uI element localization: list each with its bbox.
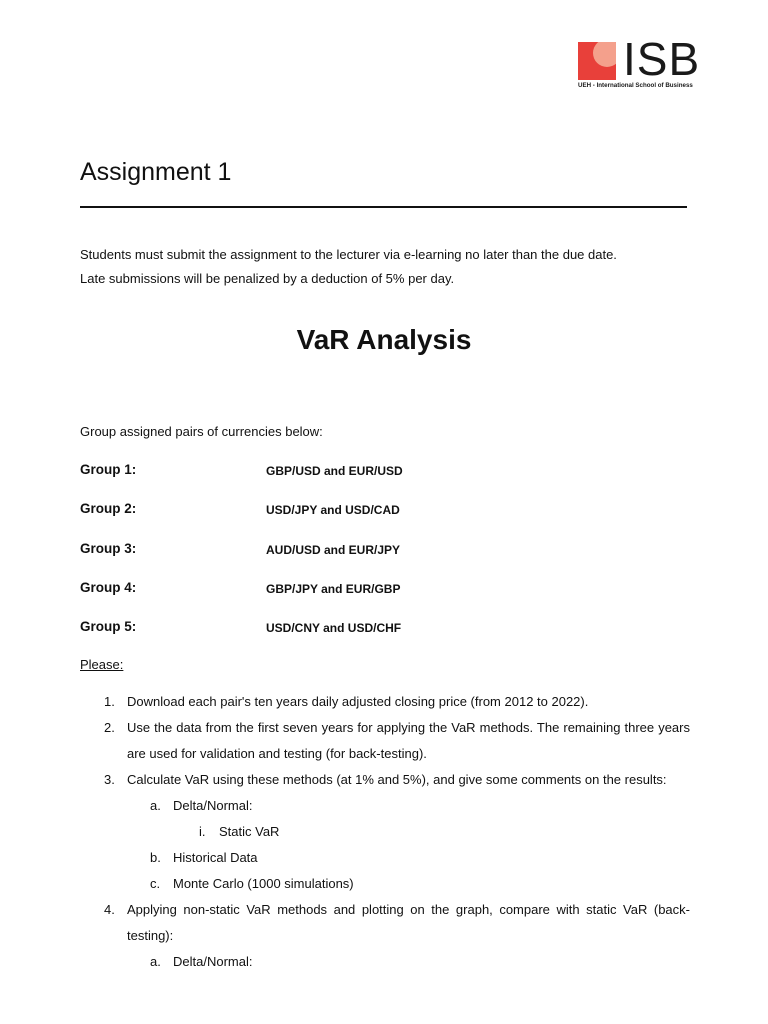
task-number: 3. bbox=[104, 772, 115, 787]
group-pairs: GBP/USD and EUR/USD bbox=[266, 464, 403, 478]
section-heading: VaR Analysis bbox=[296, 324, 472, 355]
logo-mark-icon bbox=[578, 42, 616, 80]
group-label: Group 3: bbox=[80, 540, 137, 556]
subitem-text: Delta/Normal: bbox=[173, 798, 253, 813]
subsubitem-text: Static VaR bbox=[219, 824, 280, 839]
group-list bbox=[80, 458, 690, 654]
group-row bbox=[80, 576, 690, 615]
group-row bbox=[80, 458, 690, 497]
logo-tagline: UEH - International School of Business bbox=[578, 82, 693, 89]
submission-notice bbox=[80, 243, 690, 291]
subitem-letter: c. bbox=[150, 876, 161, 891]
task-text: Download each pair's ten years daily adjusted closing price (from 2012 to 2022). bbox=[127, 694, 589, 709]
task-subitem bbox=[80, 845, 690, 871]
task-list bbox=[80, 689, 690, 975]
task-number: 4. bbox=[104, 902, 115, 917]
group-label: Group 5: bbox=[80, 619, 137, 635]
group-pairs: USD/JPY and USD/CAD bbox=[266, 503, 400, 518]
subitem-letter: b. bbox=[150, 850, 161, 865]
subsubitem-numeral: i. bbox=[199, 824, 206, 839]
isb-logo bbox=[578, 33, 708, 92]
group-pairs: GBP/JPY and EUR/GBP bbox=[266, 581, 401, 596]
task-subitem bbox=[80, 949, 690, 975]
logo-wordmark: ISB bbox=[623, 33, 701, 85]
please-label: Please: bbox=[80, 657, 124, 672]
group-pairs: USD/CNY and USD/CHF bbox=[266, 621, 402, 636]
notice-line: Students must submit the assignment to the lecturer via e-learning no later than the due date. bbox=[80, 247, 617, 262]
subitem-text: Delta/Normal: bbox=[173, 954, 253, 969]
task-item bbox=[80, 715, 690, 767]
task-number: 2. bbox=[104, 720, 115, 735]
group-label: Group 1: bbox=[80, 462, 137, 477]
task-text: Use the data from the first seven years for applying the VaR methods. The remaining three years are used for validation and testing (for back-testing). bbox=[127, 720, 690, 761]
task-item bbox=[80, 767, 690, 793]
subitem-text: Historical Data bbox=[173, 850, 258, 865]
task-text: Calculate VaR using these methods (at 1% and 5%), and give some comments on the results: bbox=[127, 772, 667, 787]
page-title: Assignment 1 bbox=[80, 158, 232, 186]
subitem-text: Monte Carlo (1000 simulations) bbox=[173, 876, 354, 891]
group-row bbox=[80, 537, 690, 576]
notice-line: Late submissions will be penalized by a deduction of 5% per day. bbox=[80, 271, 455, 286]
task-item bbox=[80, 897, 690, 949]
group-row bbox=[80, 497, 690, 536]
task-subitem bbox=[80, 871, 690, 897]
group-label: Group 2: bbox=[80, 501, 137, 517]
title-divider bbox=[80, 206, 687, 208]
subitem-letter: a. bbox=[150, 798, 161, 813]
group-label: Group 4: bbox=[80, 579, 137, 595]
group-pairs: AUD/USD and EUR/JPY bbox=[266, 542, 401, 557]
task-subitem bbox=[80, 793, 690, 819]
task-item bbox=[80, 689, 690, 715]
subitem-letter: a. bbox=[150, 954, 161, 969]
task-text: Applying non-static VaR methods and plotting on the graph, compare with static VaR (back-testing): bbox=[127, 902, 690, 943]
task-number: 1. bbox=[104, 694, 115, 709]
group-row bbox=[80, 615, 690, 654]
group-intro: Group assigned pairs of currencies below: bbox=[80, 424, 323, 439]
task-subsubitem bbox=[80, 819, 690, 845]
